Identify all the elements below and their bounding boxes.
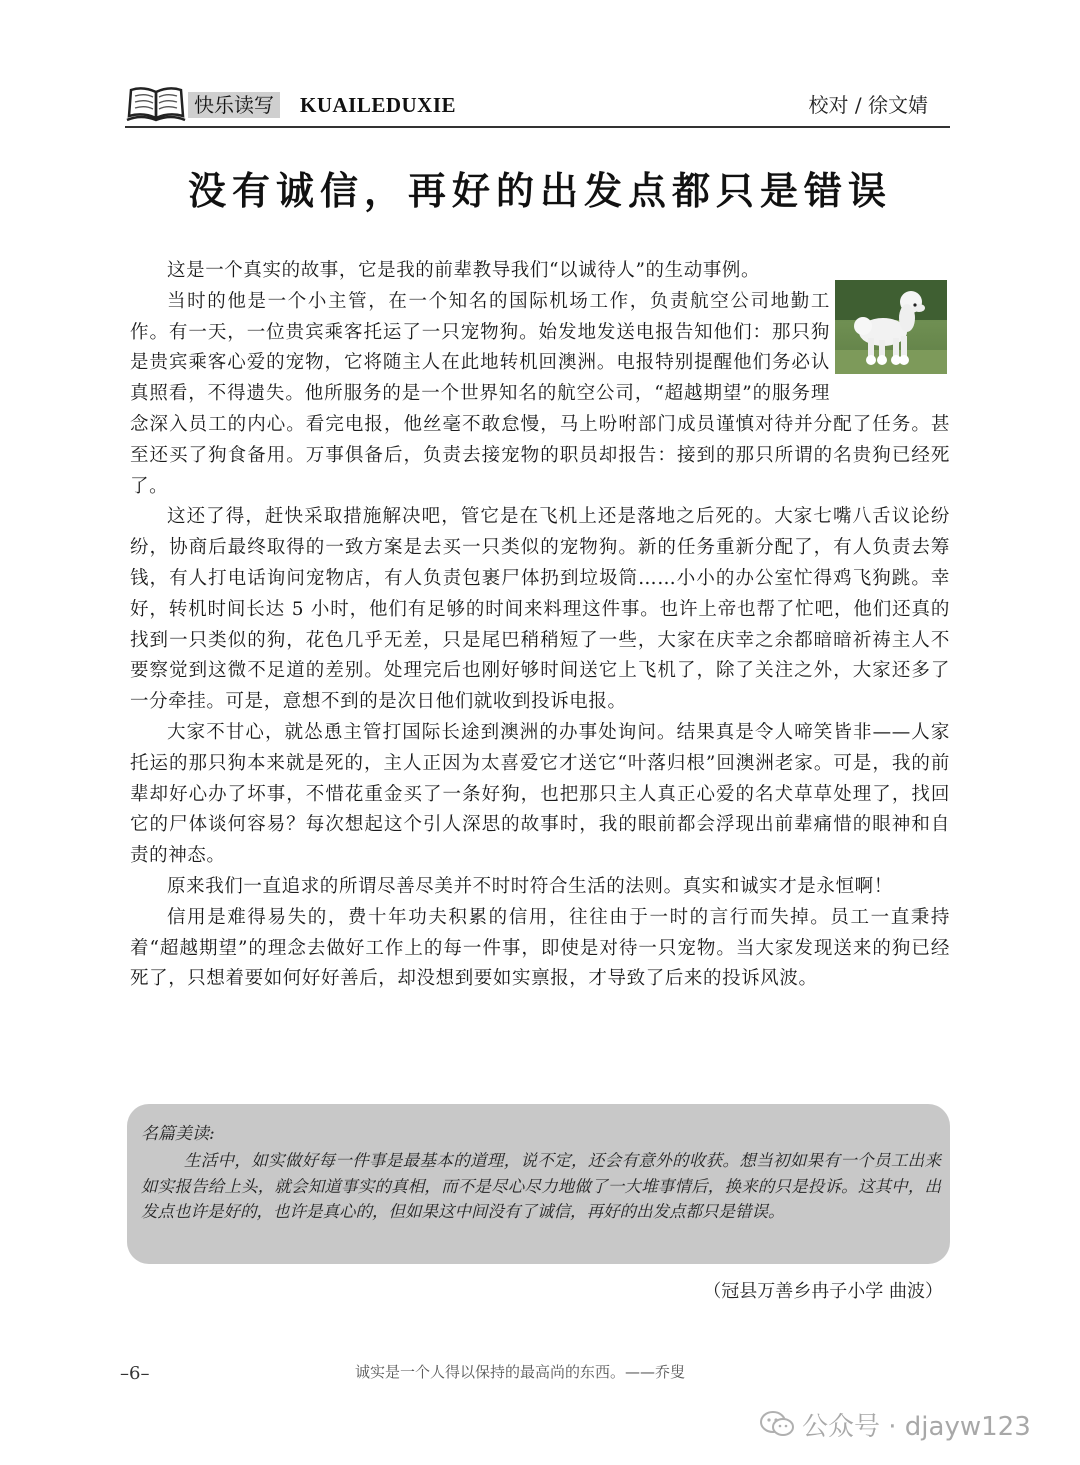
magazine-name-cn: 快乐读写 bbox=[188, 92, 280, 118]
article-title: 没有诚信，再好的出发点都只是错误 bbox=[187, 169, 892, 213]
proofreader-credit: 校对 / 徐文婧 bbox=[808, 93, 928, 117]
article-paragraph: 这还了得，赶快采取措施解决吧，管它是在飞机上还是落地之后死的。大家七嘴八舌议论纷纷，协商后最终取得的一致方案是去买一只类似的宠物狗。新的任务重新分配了，有人负责去筹钱，有人打电话询问宠物店，有人负责包裹尸体扔到垃圾筒……小小的办公室忙得鸡飞狗跳。幸好，转机时间长达 5 小时，他们有足够的时间来料理这件事。也许上帝也帮了忙吧，他们还真的找到一只类似的狗，花色几乎无差，只是尾巴稍稍短了一些，大家在庆幸之余都暗暗祈祷主人不要察觉到这微不足道的差别。处理完后也刚好够时间送它上飞机了，除了关注之外，大家还多了一分牵挂。可是，意想不到的是次日他们就收到投诉电报。 bbox=[130, 506, 950, 713]
open-book-icon bbox=[125, 84, 187, 124]
magazine-name-en: KUAILEDUXIE bbox=[300, 93, 457, 117]
author-credit: （冠县万善乡冉子小学 曲波） bbox=[703, 1281, 943, 1302]
wechat-icon bbox=[760, 1410, 794, 1438]
article-paragraph: 信用是难得易失的，费十年功夫积累的信用，往往由于一时的言行而失掉。员工一直秉持着“超越期望”的理念去做好工作上的每一件事，即使是对待一只宠物。当大家发现送来的狗已经死了，只想着要如何好好善后，却没想到要如实禀报，才导致了后来的投诉风波。 bbox=[130, 906, 950, 990]
article-paragraph: 这是一个真实的故事，它是我的前辈教导我们“以诚待人”的生动事例。 bbox=[167, 260, 761, 281]
commentary-paragraph: 生活中，如实做好每一件事是最基本的道理，说不定，还会有意外的收获。想当初如果有一个员工出来如实报告给上头，就会知道事实的真相，而不是尽心尽力地做了一大堆事情后，换来的只是投诉。这其中，出发点也许是好的，也许是真心的，但如果这中间没有了诚信，再好的出发点都只是错误。 bbox=[141, 1151, 941, 1221]
wechat-watermark bbox=[760, 1404, 1031, 1444]
commentary-box bbox=[127, 1104, 950, 1264]
article-body bbox=[130, 256, 950, 995]
article-paragraph: 当时的他是一个小主管，在一个知名的国际机场工作，负责航空公司地勤工作。有一天，一位贵宾乘客托运了一只宠物狗。始发地发送电报告知他们：那只狗是贵宾乘客心爱的宠物，它将随主人在此地转机回澳洲。电报特别提醒他们务必认真照看，不得遗失。他所服务的是一个世界知名的航空公司，“超越期望”的服务理念深入员工的内心。看完电报，他丝毫不敢怠慢，马上吩咐部门成员谨慎对待并分配了任务。甚至还买了狗食备用。万事俱备后，负责去接宠物的职员却报告：接到的那只所谓的名贵狗已经死了。 bbox=[130, 290, 950, 497]
commentary-text bbox=[141, 1148, 941, 1225]
header-divider bbox=[125, 126, 950, 128]
article-paragraph: 大家不甘心，就怂恿主管打国际长途到澳洲的办事处询问。结果真是令人啼笑皆非——人家托运的那只狗本来就是死的，主人正因为太喜爱它才送它“叶落归根”回澳洲老家。可是，我的前辈却好心办了坏事，不惜花重金买了一条好狗，也把那只主人真正心爱的名犬草草处理了，找回它的尸体谈何容易？每次想起这个引人深思的故事时，我的眼前都会浮现出前辈痛惜的眼神和自责的神态。 bbox=[130, 721, 950, 867]
poodle-photo bbox=[835, 280, 947, 374]
watermark-text: 公众号 · djayw123 bbox=[802, 1411, 1031, 1442]
poodle-icon bbox=[835, 280, 947, 374]
page-number: –6– bbox=[120, 1363, 150, 1384]
article-paragraph: 原来我们一直追求的所谓尽善尽美并不时时符合生活的法则。真实和诚实才是永恒啊！ bbox=[167, 875, 893, 897]
commentary-heading: 名篇美读: bbox=[141, 1124, 215, 1144]
footer-quote: 诚实是一个人得以保持的最高尚的东西。——乔叟 bbox=[355, 1363, 686, 1381]
